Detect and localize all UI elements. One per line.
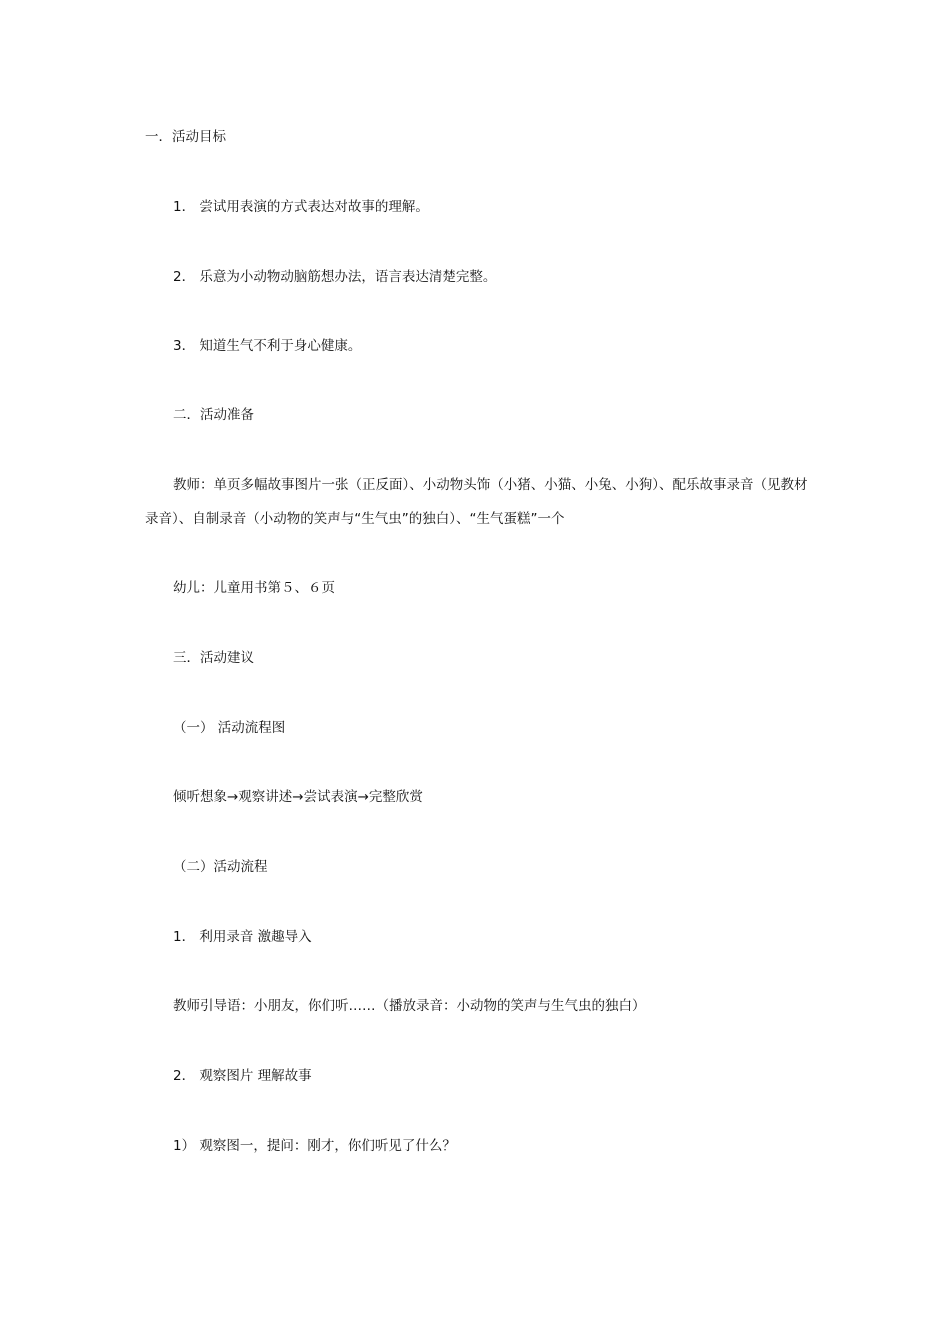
subheading-flowchart: （一） 活动流程图 bbox=[173, 720, 286, 736]
process-step-2: 2． 观察图片 理解故事 bbox=[173, 1068, 312, 1084]
section-heading-goals: 一．活动目标 bbox=[145, 129, 226, 145]
goal-item-2: 2． 乐意为小动物动脑筋想办法，语言表达清楚完整。 bbox=[173, 269, 497, 285]
preparation-teacher-paragraph: 教师：单页多幅故事图片一张（正反面）、小动物头饰（小猪、小猫、小兔、小狗）、配乐故事录音（见教材录音）、自制录音（小动物的笑声与“生气虫”的独白）、“生气蛋糕”一个 bbox=[145, 477, 808, 527]
process-step-1: 1． 利用录音 激趣导入 bbox=[173, 929, 312, 945]
process-step-2-substep-1: 1） 观察图一，提问：刚才，你们听见了什么？ bbox=[173, 1138, 456, 1154]
section-heading-suggestions: 三．活动建议 bbox=[173, 650, 254, 666]
subheading-process: （二）活动流程 bbox=[173, 859, 268, 875]
section-heading-preparation: 二．活动准备 bbox=[173, 407, 254, 423]
goal-item-1: 1． 尝试用表演的方式表达对故事的理解。 bbox=[173, 199, 429, 215]
preparation-child-paragraph: 幼儿：儿童用书第５、６页 bbox=[173, 580, 335, 596]
process-step-1-text: 教师引导语：小朋友，你们听……（播放录音：小动物的笑声与生气虫的独白） bbox=[173, 998, 646, 1014]
flowchart-text: 倾听想象→观察讲述→尝试表演→完整欣赏 bbox=[173, 789, 423, 805]
goal-item-3: 3． 知道生气不利于身心健康。 bbox=[173, 338, 362, 354]
